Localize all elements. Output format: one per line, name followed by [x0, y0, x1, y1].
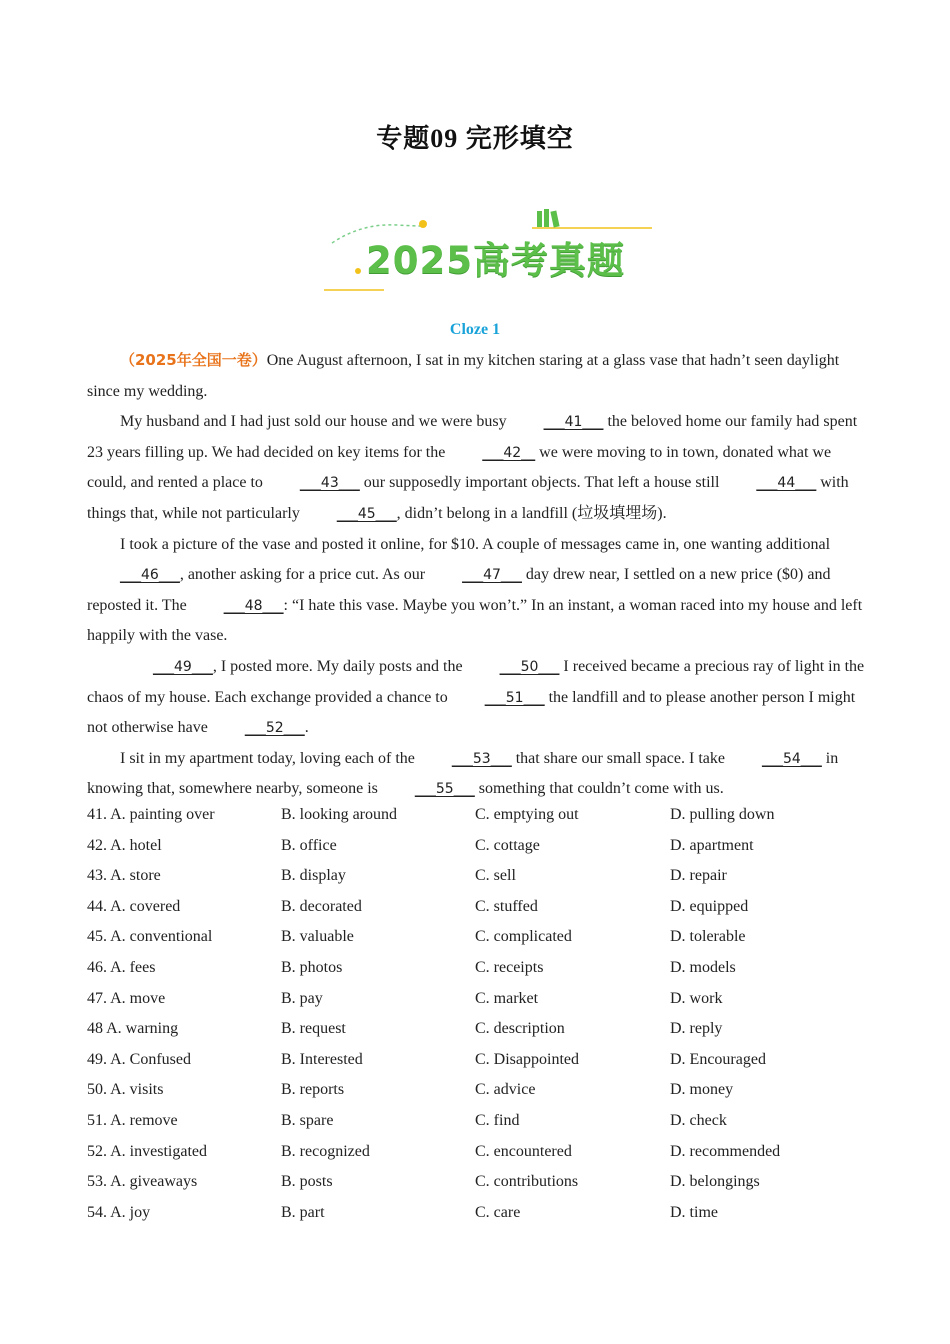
- banner-graphic: [322, 203, 657, 298]
- option-row: [87, 922, 867, 953]
- option-choice[interactable]: B. office: [281, 836, 337, 854]
- option-choice[interactable]: D. belongings: [670, 1173, 760, 1191]
- option-choice[interactable]: 44. A. covered: [87, 897, 181, 915]
- option-choice[interactable]: D. time: [670, 1203, 718, 1221]
- option-choice[interactable]: B. decorated: [281, 897, 362, 915]
- option-choice[interactable]: 49. A. Confused: [87, 1050, 191, 1068]
- option-choice[interactable]: D. equipped: [670, 897, 749, 915]
- paragraph-4: ___49___, I posted more. My daily posts and the ___50___ I received became a precious ray of light in the chaos of my house. Each exchange provided a chance to ___51___ the landfill and to please another person I might not otherwise have ___52___.: [87, 652, 867, 744]
- option-choice[interactable]: 46. A. fees: [87, 958, 156, 976]
- option-choice[interactable]: B. recognized: [281, 1142, 370, 1160]
- option-choice[interactable]: 43. A. store: [87, 867, 161, 885]
- option-choice[interactable]: C. description: [475, 1020, 565, 1038]
- page-title: 专题09 完形填空: [376, 124, 574, 153]
- option-choice[interactable]: 54. A. joy: [87, 1203, 151, 1221]
- option-choice[interactable]: 47. A. move: [87, 989, 166, 1007]
- option-choice[interactable]: 42. A. hotel: [87, 836, 162, 854]
- option-choice[interactable]: C. Disappointed: [475, 1050, 579, 1068]
- option-choice[interactable]: B. request: [281, 1020, 346, 1038]
- blank-54[interactable]: ___54___: [761, 750, 822, 767]
- cloze-heading: Cloze 1: [449, 321, 501, 338]
- paragraph-3: I took a picture of the vase and posted it online, for $10. A couple of messages came in, one wanting additional ___46___, another asking for a price cut. As our ___47___ day drew near, I settled on a new price ($0) and reposted it. The ___48___: “I hate this vase. Maybe you won’t.” In an instant, a woman raced into my house and left happily with the vase.: [87, 535, 863, 645]
- option-choice[interactable]: 53. A. giveaways: [87, 1173, 198, 1191]
- paragraph-5: I sit in my apartment today, loving each of the ___53___ that share our small space. I take ___54___ in knowing that, somewhere nearby, someone is ___55___ something that couldn’t come with us.: [87, 744, 867, 805]
- option-choice[interactable]: C. sell: [475, 867, 516, 885]
- source-label: （2025年全国一卷）: [120, 351, 267, 369]
- option-choice[interactable]: C. cottage: [475, 836, 540, 854]
- paragraph-1: （2025年全国一卷）One August afternoon, I sat in my kitchen staring at a glass vase that hadn’t seen daylight since my wedding.: [87, 351, 840, 400]
- option-row: [87, 800, 867, 831]
- option-choice[interactable]: D. check: [670, 1111, 727, 1129]
- option-choice[interactable]: C. market: [475, 989, 539, 1007]
- blank-44[interactable]: ___44___: [756, 475, 817, 492]
- option-choice[interactable]: B. looking around: [281, 806, 397, 823]
- option-choice[interactable]: B. pay: [281, 989, 323, 1007]
- blank-51[interactable]: ___51___: [484, 689, 545, 706]
- option-choice[interactable]: C. emptying out: [475, 806, 579, 823]
- blank-55[interactable]: ___55___: [414, 781, 475, 798]
- option-choice[interactable]: C. find: [475, 1111, 520, 1129]
- option-choice[interactable]: D. work: [670, 989, 723, 1007]
- blank-43[interactable]: ___43___: [299, 475, 360, 492]
- option-row: [87, 1198, 867, 1229]
- banner-title: 2025高考真题: [366, 239, 625, 282]
- option-choice[interactable]: D. repair: [670, 867, 727, 885]
- option-choice[interactable]: B. display: [281, 867, 346, 885]
- option-choice[interactable]: 51. A. remove: [87, 1111, 178, 1129]
- option-choice[interactable]: B. Interested: [281, 1050, 363, 1068]
- option-choice[interactable]: D. Encouraged: [670, 1050, 766, 1068]
- option-choice[interactable]: D. reply: [670, 1020, 723, 1038]
- option-choice[interactable]: D. tolerable: [670, 928, 746, 946]
- option-row: [87, 861, 867, 892]
- option-choice[interactable]: C. advice: [475, 1081, 536, 1099]
- option-row: [87, 831, 867, 862]
- option-choice[interactable]: C. complicated: [475, 928, 572, 946]
- option-choice[interactable]: B. posts: [281, 1173, 333, 1191]
- option-row: [87, 984, 867, 1015]
- blank-48[interactable]: ___48___: [223, 597, 284, 614]
- blank-49[interactable]: ___49___: [153, 658, 213, 675]
- blank-52[interactable]: ___52___: [244, 720, 305, 737]
- cloze-passage: [87, 345, 867, 805]
- blank-53[interactable]: ___53___: [451, 750, 512, 767]
- option-choice[interactable]: B. photos: [281, 958, 343, 976]
- option-choice[interactable]: C. contributions: [475, 1173, 579, 1191]
- option-choice[interactable]: 41. A. painting over: [87, 806, 215, 823]
- option-choice[interactable]: 52. A. investigated: [87, 1142, 207, 1160]
- blank-46[interactable]: ___46___: [120, 567, 180, 584]
- option-row: [87, 1137, 867, 1168]
- option-row: [87, 953, 867, 984]
- option-choice[interactable]: D. apartment: [670, 836, 754, 854]
- option-choice[interactable]: C. receipts: [475, 958, 544, 976]
- answer-options: [87, 800, 867, 1228]
- option-choice[interactable]: B. spare: [281, 1111, 334, 1129]
- option-row: [87, 1075, 867, 1106]
- option-row: [87, 1167, 867, 1198]
- blank-45[interactable]: ___45___: [336, 505, 397, 522]
- option-choice[interactable]: 50. A. visits: [87, 1081, 164, 1099]
- blank-50[interactable]: ___50___: [499, 658, 560, 675]
- option-row: [87, 1045, 867, 1076]
- option-choice[interactable]: B. valuable: [281, 928, 354, 946]
- option-choice[interactable]: C. stuffed: [475, 897, 538, 915]
- paragraph-2: My husband and I had just sold our house and we were busy ___41___ the beloved home our family had spent 23 years filling up. We had decided on key items for the ___42__ we were moving to in town, donated what we could, and rented a place to ___43___ our supposedly important objects. That left a house still ___44___ with things that, while not particularly ___45___, didn’t belong in a landfill (垃圾填埋场).: [87, 407, 867, 529]
- blank-41[interactable]: ___41___: [543, 414, 604, 431]
- option-row: [87, 892, 867, 923]
- option-choice[interactable]: D. pulling down: [670, 806, 775, 823]
- option-choice[interactable]: 45. A. conventional: [87, 928, 213, 946]
- option-choice[interactable]: C. encountered: [475, 1142, 572, 1160]
- option-choice[interactable]: B. reports: [281, 1081, 345, 1099]
- option-choice[interactable]: C. care: [475, 1203, 521, 1221]
- option-row: [87, 1014, 867, 1045]
- option-choice[interactable]: 48 A. warning: [87, 1020, 179, 1038]
- option-choice[interactable]: B. part: [281, 1203, 325, 1221]
- option-choice[interactable]: D. money: [670, 1081, 734, 1099]
- option-row: [87, 1106, 867, 1137]
- blank-42[interactable]: ___42__: [482, 444, 536, 461]
- option-choice[interactable]: D. models: [670, 958, 736, 976]
- option-choice[interactable]: D. recommended: [670, 1142, 781, 1160]
- blank-47[interactable]: ___47___: [462, 567, 522, 584]
